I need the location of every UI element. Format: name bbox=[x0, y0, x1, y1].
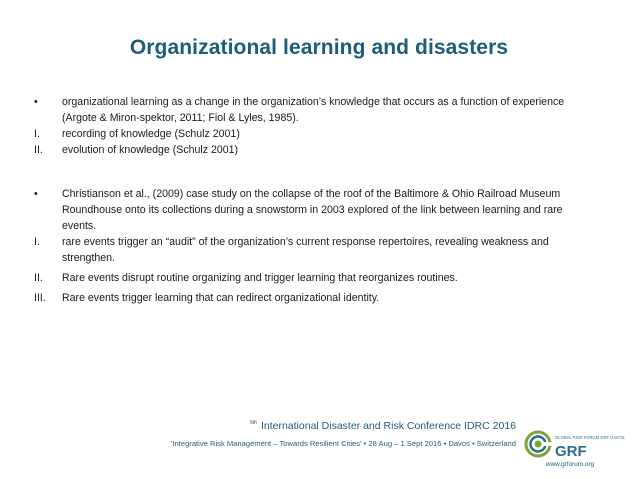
list-marker: I. bbox=[34, 128, 40, 140]
list-text: recording of knowledge (Schulz 2001) bbox=[62, 128, 240, 140]
list-marker: I. bbox=[34, 236, 40, 248]
website-url: www.grforum.org bbox=[545, 461, 595, 468]
bullet-item bbox=[34, 94, 594, 126]
slide-title: Organizational learning and disasters bbox=[129, 36, 509, 59]
bullet-marker: • bbox=[34, 188, 38, 200]
list-text: Rare events disrupt routine organizing and trigger learning that reorganizes routines. bbox=[62, 272, 458, 284]
bullet-marker: • bbox=[34, 96, 38, 108]
list-text: evolution of knowledge (Schulz 2001) bbox=[62, 144, 239, 156]
edition-label: 6th bbox=[250, 420, 257, 426]
grf-logo bbox=[525, 428, 625, 460]
logo-text: GRF bbox=[555, 443, 587, 460]
conference-name bbox=[100, 416, 516, 433]
conference-title: International Disaster and Risk Conference IDRC 2016 bbox=[260, 420, 516, 432]
logo-small-text: GLOBAL RISK FORUM GRF DAVOS bbox=[555, 435, 625, 440]
bullet-text: organizational learning as a change in the organization’s knowledge that occurs as a function of experience (Argote & Miron-spektor, 2011; Fiol & Lyles, 1985). bbox=[62, 96, 565, 124]
logo-ring-gap bbox=[544, 442, 552, 446]
list-marker: II. bbox=[34, 144, 43, 156]
conference-subtitle: 'Integrative Risk Management – Towards Resilient Cities' • 28 Aug – 1 Sept 2016 • Davos • Switzerland bbox=[170, 439, 516, 448]
list-text: Rare events trigger learning that can redirect organizational identity. bbox=[62, 292, 380, 304]
list-item bbox=[34, 126, 594, 142]
bullet-text: Christianson et al., (2009) case study on the collapse of the roof of the Baltimore & Ohio Railroad Museum Roundhouse onto its collections during a snowstorm in 2003 explored of the link between learning and rare events. bbox=[62, 188, 563, 232]
list-item bbox=[34, 142, 594, 158]
list-text: rare events trigger an “audit” of the organization’s current response repertoires, revealing weakness and strengthen. bbox=[62, 236, 549, 264]
conference-footer bbox=[100, 416, 516, 451]
list-item bbox=[34, 270, 594, 286]
slide-body bbox=[34, 94, 594, 306]
list-marker: II. bbox=[34, 272, 43, 284]
logo-ring-inner bbox=[535, 441, 542, 448]
spacer bbox=[34, 158, 594, 186]
list-marker: III. bbox=[34, 292, 46, 304]
list-item bbox=[34, 234, 594, 266]
bullet-item bbox=[34, 186, 594, 234]
list-item bbox=[34, 290, 594, 306]
